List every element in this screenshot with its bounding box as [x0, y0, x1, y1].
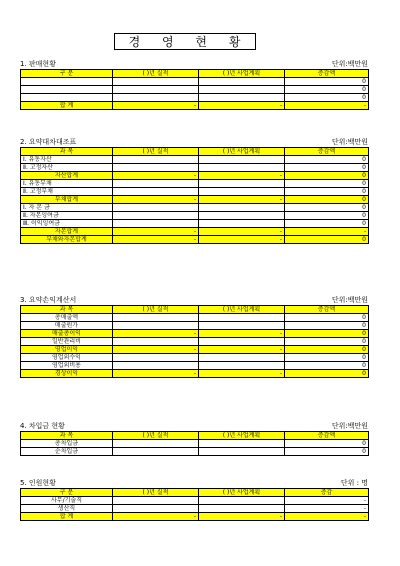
- table-row: Ⅱ. 고정자산 0: [21, 164, 369, 172]
- table-row: Ⅱ. 자본잉여금 0: [21, 212, 369, 220]
- table-row: 일반관리비 0: [21, 338, 369, 346]
- header-cell: ( )년 실적: [113, 306, 199, 314]
- header-cell: ( )년 실적: [113, 432, 199, 440]
- section-sales: [20, 60, 370, 110]
- unit-label: 단위:백만원: [331, 60, 368, 68]
- subtotal-row: 영업이익 - - 0: [21, 346, 369, 354]
- section-heading: 2. 요약대차대조표: [20, 138, 77, 146]
- balance-sheet-table: [20, 147, 369, 244]
- table-row: Ⅲ. 이익잉여금 0: [21, 220, 369, 228]
- table-header-row: [21, 489, 369, 497]
- unit-label: 단위:백만원: [331, 296, 368, 304]
- header-cell: 과 목: [21, 306, 113, 314]
- section-heading: 1. 판매현황: [20, 60, 56, 68]
- header-cell: ( )년 실적: [113, 489, 199, 497]
- table-header-row: [21, 148, 369, 156]
- table-row: 총매출액 0: [21, 314, 369, 322]
- page-title: 경 영 현 황: [114, 33, 256, 50]
- header-cell: ( )년 실적: [113, 148, 199, 156]
- total-row: 합 계 - - -: [21, 513, 369, 521]
- section-income-statement: [20, 296, 370, 378]
- header-cell: ( )년 사업계획: [199, 148, 285, 156]
- subtotal-row: 매출총이익 - - 0: [21, 330, 369, 338]
- header-cell: 증감액: [285, 148, 369, 156]
- header-cell: 증감액: [285, 306, 369, 314]
- headcount-table: [20, 488, 369, 521]
- section-heading: 3. 요약손익계산서: [20, 296, 77, 304]
- borrowings-table: [20, 431, 369, 456]
- table-row: 순차입금 0: [21, 448, 369, 456]
- header-cell: ( )년 사업계획: [199, 306, 285, 314]
- total-row: 부채와자본합계 - - 0: [21, 236, 369, 244]
- section-heading: 4. 차입금 현황: [20, 422, 65, 430]
- unit-label: 단위:백만원: [331, 138, 368, 146]
- table-row: 0: [21, 86, 369, 94]
- table-row: Ⅰ. 자 본 금 0: [21, 204, 369, 212]
- table-header-row: [21, 432, 369, 440]
- header-cell: ( )년 사업계획: [199, 489, 285, 497]
- header-cell: ( )년 실적: [113, 70, 199, 78]
- table-row: Ⅰ. 유동자산 0: [21, 156, 369, 164]
- table-row: 매출원가 0: [21, 322, 369, 330]
- header-cell: 증감: [285, 489, 369, 497]
- header-cell: ( )년 사업계획: [199, 70, 285, 78]
- subtotal-row: 부채합계 - - 0: [21, 196, 369, 204]
- header-cell: 증감액: [285, 432, 369, 440]
- income-statement-table: [20, 305, 369, 378]
- table-row: 영업외비용 0: [21, 362, 369, 370]
- header-cell: 과 목: [21, 432, 113, 440]
- table-row: 영업외수익 0: [21, 354, 369, 362]
- total-row: 경상이익 - - 0: [21, 370, 369, 378]
- section-headcount: [20, 479, 370, 521]
- subtotal-row: 자산합계 - - 0: [21, 172, 369, 180]
- section-balance-sheet: [20, 138, 370, 244]
- header-cell: 과 목: [21, 148, 113, 156]
- table-row: 총차입금 0: [21, 440, 369, 448]
- table-row: 0: [21, 78, 369, 86]
- header-cell: 증감액: [285, 70, 369, 78]
- table-header-row: [21, 70, 369, 78]
- unit-label: 단위 : 명: [340, 479, 368, 487]
- header-cell: 구 분: [21, 70, 113, 78]
- section-heading: 5. 인원현황: [20, 479, 56, 487]
- section-borrowings: [20, 422, 370, 456]
- table-header-row: [21, 306, 369, 314]
- sales-table: [20, 69, 369, 110]
- table-row: 사무/기술직 -: [21, 497, 369, 505]
- table-row: Ⅰ. 유동부채 0: [21, 180, 369, 188]
- header-cell: 구 분: [21, 489, 113, 497]
- subtotal-row: 자본합계 - - -: [21, 228, 369, 236]
- header-cell: ( )년 사업계획: [199, 432, 285, 440]
- table-row: Ⅱ. 고정부채 0: [21, 188, 369, 196]
- table-row: 생산직 -: [21, 505, 369, 513]
- unit-label: 단위:백만원: [331, 422, 368, 430]
- total-row: 합 계 - - -: [21, 102, 369, 110]
- table-row: 0: [21, 94, 369, 102]
